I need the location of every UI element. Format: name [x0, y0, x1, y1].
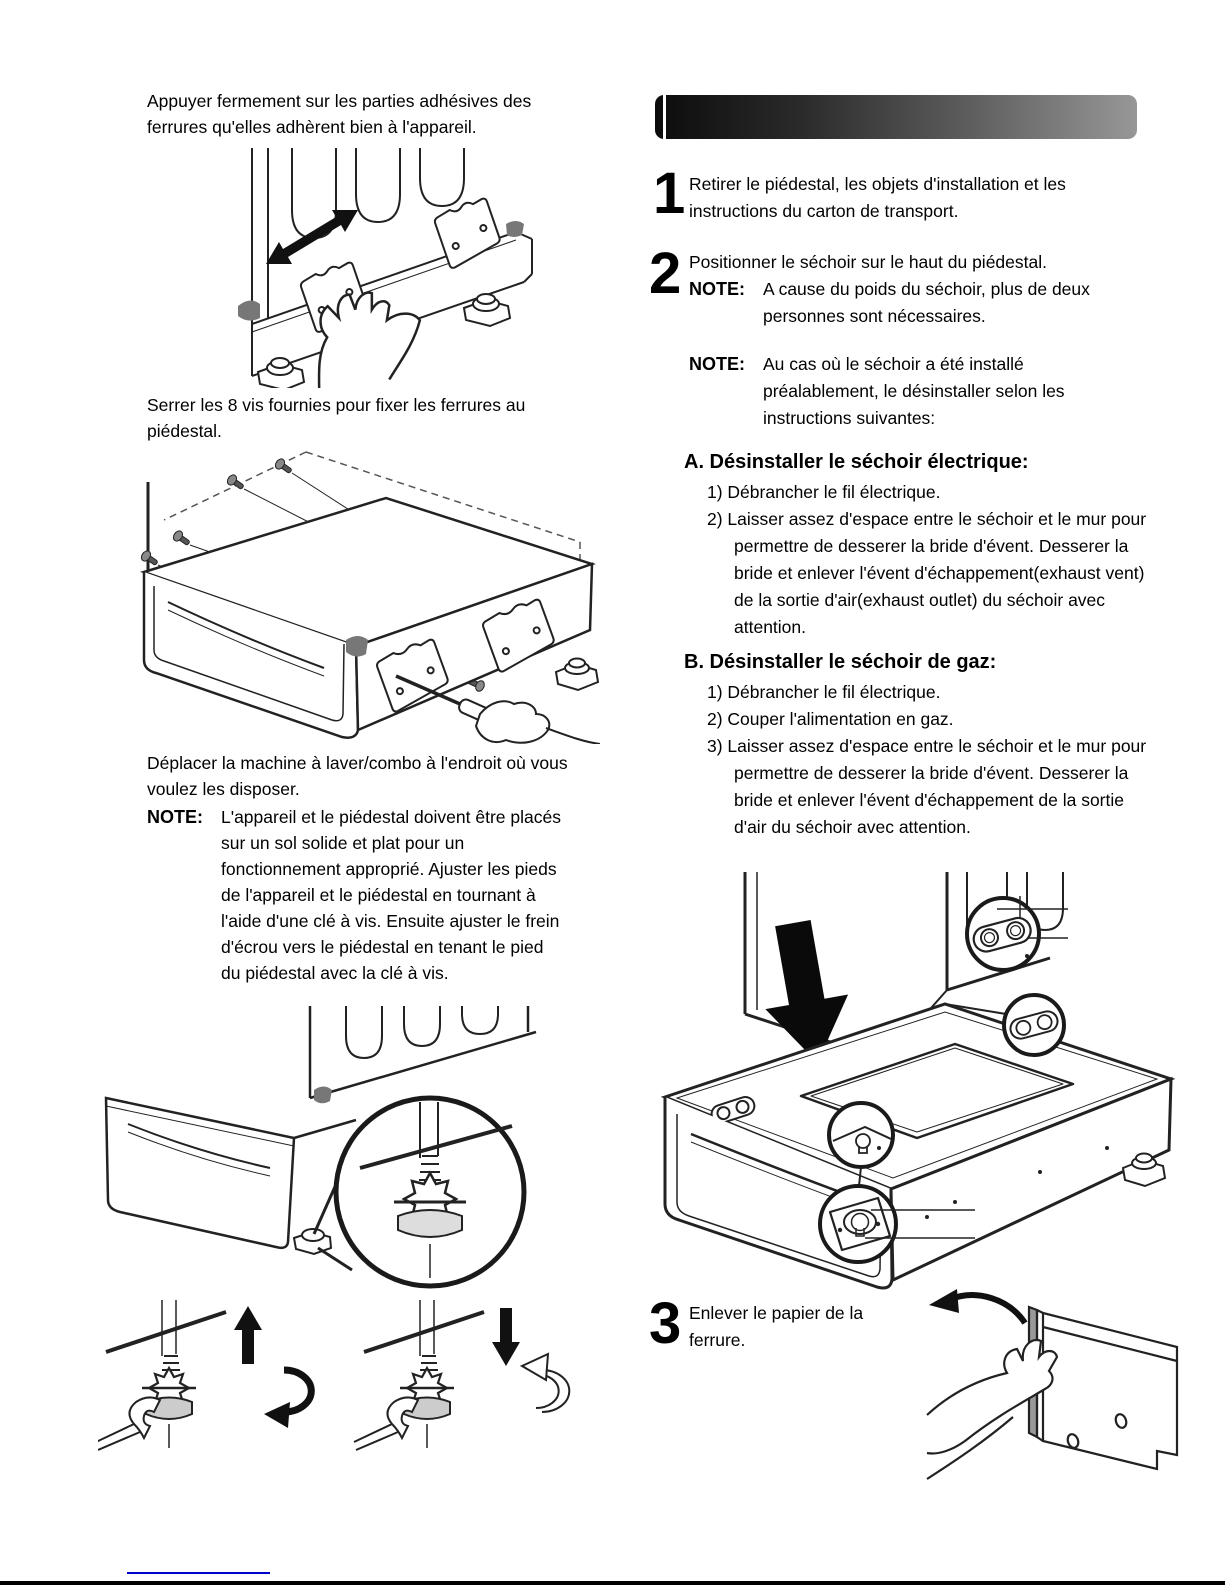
instruction-move-machine: Déplacer la machine à laver/combo à l'endroit où vous voulez les disposer.	[147, 753, 568, 799]
note-level-floor	[147, 804, 617, 986]
note-text: Au cas où le séchoir a été installé préalablement, le désinstaller selon les instructions suivantes:	[763, 354, 1065, 428]
list-item: 3) Laisser assez d'espace entre le séchoir et le mur pour permettre de desserer la bride d'évent. Desserer la bride et enlever l'évent d'échappement de la sortie d'air du séchoir avec attention.	[707, 736, 1147, 837]
section-a-list	[707, 479, 1152, 641]
section-header-bar	[655, 95, 1137, 139]
note-label: NOTE:	[147, 807, 203, 827]
section-b-list	[707, 679, 1152, 841]
wrench-icon	[354, 1397, 418, 1442]
section-a-heading: A. Désinstaller le séchoir électrique:	[684, 451, 1029, 473]
page-edge-line	[0, 1581, 1225, 1585]
double-arrow-icon	[266, 210, 358, 264]
foot-zoom-illustration	[98, 1006, 583, 1301]
step-2-note	[689, 276, 1149, 330]
section-b-heading: B. Désinstaller le séchoir de gaz:	[684, 651, 997, 673]
step-2-number: 2	[649, 241, 679, 306]
step-3-number: 3	[649, 1291, 679, 1356]
curved-arrow-icon	[951, 1295, 1025, 1323]
note-text: A cause du poids du séchoir, plus de deux personnes sont nécessaires.	[763, 279, 1090, 326]
instruction-press-adhesive: Appuyer fermement sur les parties adhésives des ferrures qu'elles adhèrent bien à l'appareil.	[147, 91, 532, 137]
list-item: 1) Débrancher le fil électrique.	[707, 682, 941, 702]
peel-bracket-illustration	[925, 1283, 1220, 1518]
corner-cap-gray	[506, 221, 524, 237]
screw-brackets-illustration	[128, 444, 603, 744]
footer-link-underline[interactable]	[127, 1572, 270, 1574]
instruction-screws: Serrer les 8 vis fournies pour fixer les ferrures au piédestal.	[147, 395, 526, 441]
note-text: L'appareil et le piédestal doivent être placés sur un sol solide et plat pour un fonctionnement approprié. Ajuster les pieds de l'appareil et le piédestal en tournant à l'aide d'une clé à vis. Ensuite ajuster le frein d'écrou vers le piédestal en tenant le pied du piédestal avec la clé à vis.	[221, 807, 561, 983]
header-bar-notch	[663, 95, 666, 139]
note-reinstall	[689, 351, 1154, 432]
lower-foot-group	[354, 1300, 569, 1450]
list-item: 2) Couper l'alimentation en gaz.	[707, 709, 954, 729]
dryer-onto-pedestal-illustration	[645, 872, 1190, 1292]
hand-illustration	[476, 701, 549, 743]
note-label: NOTE:	[689, 279, 745, 299]
step-1-text: Retirer le piédestal, les objets d'installation et les instructions du carton de transport.	[689, 174, 1066, 221]
step-1-number: 1	[653, 161, 683, 226]
note-label: NOTE:	[689, 354, 745, 374]
wrench-icon	[98, 1397, 160, 1442]
step-2-text: Positionner le séchoir sur le haut du piédestal.	[689, 252, 1047, 272]
list-item: 1) Débrancher le fil électrique.	[707, 482, 941, 502]
raise-foot-group	[98, 1300, 311, 1450]
press-adhesive-illustration	[180, 146, 590, 388]
arrow-down-icon	[492, 1308, 520, 1366]
step-3-text: Enlever le papier de la ferrure.	[689, 1303, 864, 1350]
list-item: 2) Laisser assez d'espace entre le séchoir et le mur pour permettre de desserer la bride d'évent. Desserer la bride et enlever l'évent d'échappement(exhaust vent) de la sortie d'air(exhaust outlet) du séchoir avec attention.	[707, 509, 1147, 637]
leveling-foot	[556, 659, 598, 691]
arrow-up-icon	[234, 1306, 262, 1364]
wrench-adjust-illustration	[98, 1300, 583, 1455]
